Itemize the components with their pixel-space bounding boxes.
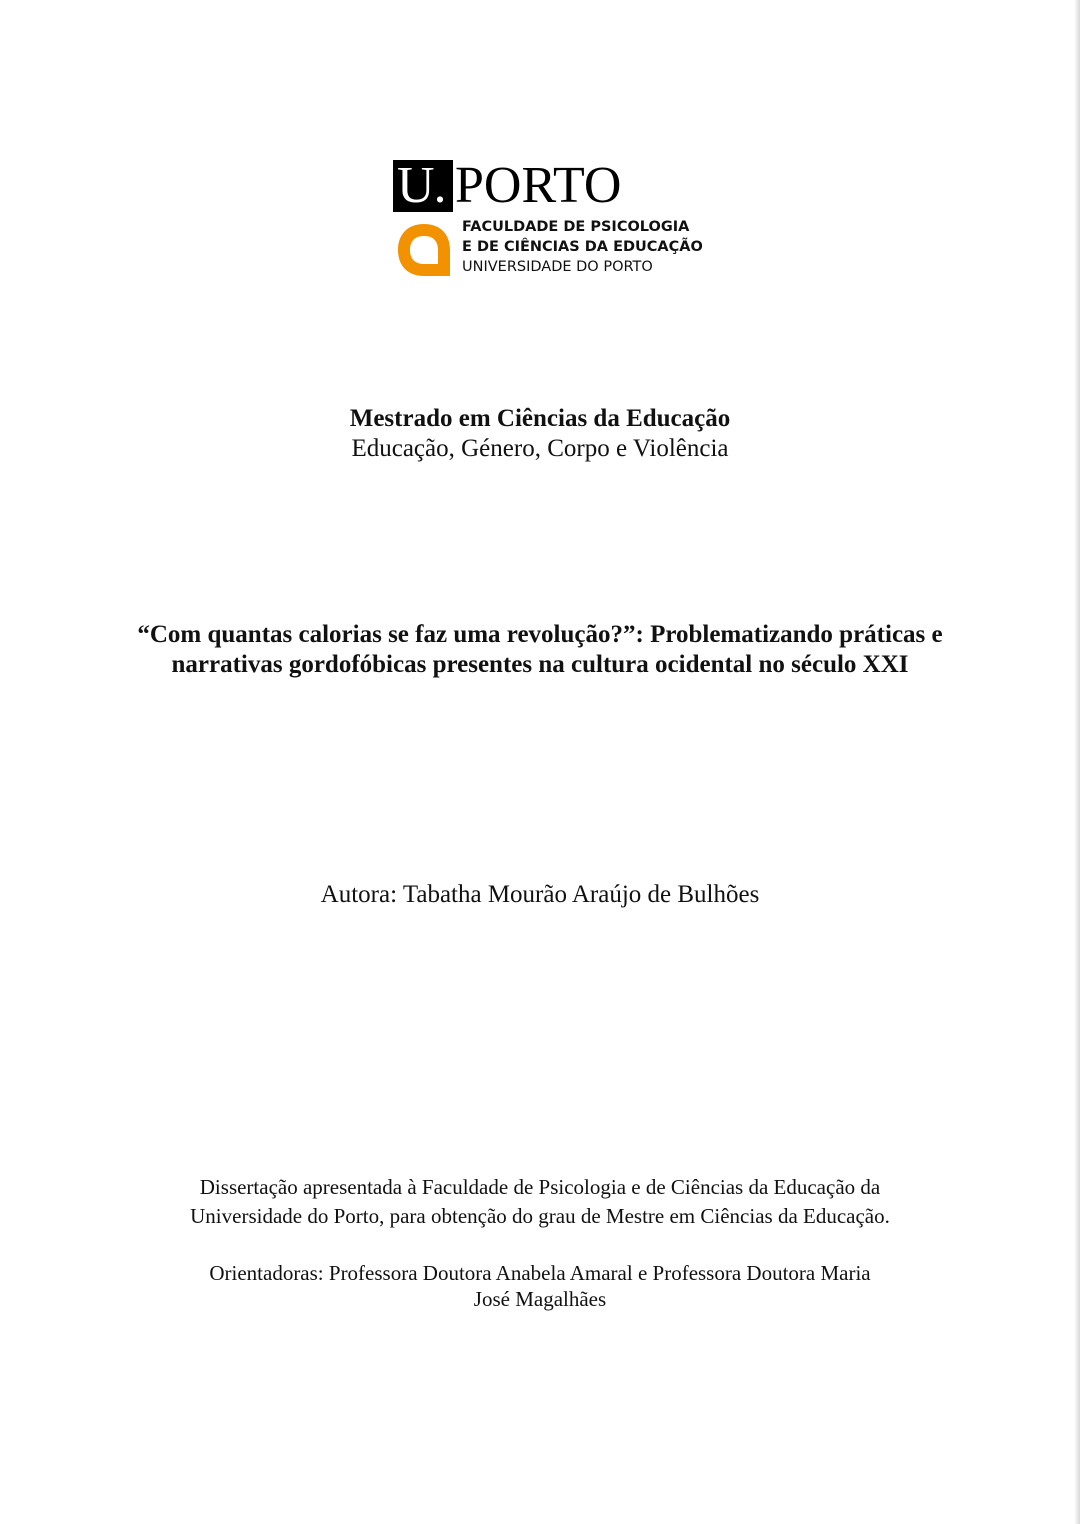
fpce-orange-speech-bubble-icon — [395, 221, 453, 279]
thesis-title — [0, 620, 1080, 680]
advisors — [0, 1260, 1080, 1312]
advisors-line-2: José Magalhães — [473, 1287, 607, 1311]
dissertation-line-2: Universidade do Porto, para obtenção do grau de Mestre em Ciências da Educação. — [190, 1204, 890, 1228]
logo-faculty-line-2: E DE CIÊNCIAS DA EDUCAÇÃO — [462, 239, 703, 255]
thesis-title-line-1: “Com quantas calorias se faz uma revolução?”: Problematizando práticas e — [137, 621, 943, 648]
program-title: Mestrado em Ciências da Educação — [349, 405, 731, 432]
dissertation-line-1: Dissertação apresentada à Faculdade de Psicologia e de Ciências da Educação da — [199, 1175, 881, 1199]
advisors-line-1: Orientadoras: Professora Doutora Anabela Amaral e Professora Doutora Maria — [209, 1261, 871, 1285]
university-logo — [393, 157, 703, 283]
logo-porto-wordmark: PORTO — [455, 157, 622, 214]
program-subtitle: Educação, Género, Corpo e Violência — [351, 435, 729, 462]
author: Autora: Tabatha Mourão Araújo de Bulhões — [320, 881, 760, 908]
logo-u-mark: U. — [393, 160, 453, 212]
dissertation-statement — [0, 1173, 1080, 1231]
logo-faculty-line-1: FACULDADE DE PSICOLOGIA — [462, 219, 690, 235]
logo-university-line: UNIVERSIDADE DO PORTO — [462, 259, 653, 275]
thesis-title-line-2: narrativas gordofóbicas presentes na cultura ocidental no século XXI — [171, 651, 909, 678]
